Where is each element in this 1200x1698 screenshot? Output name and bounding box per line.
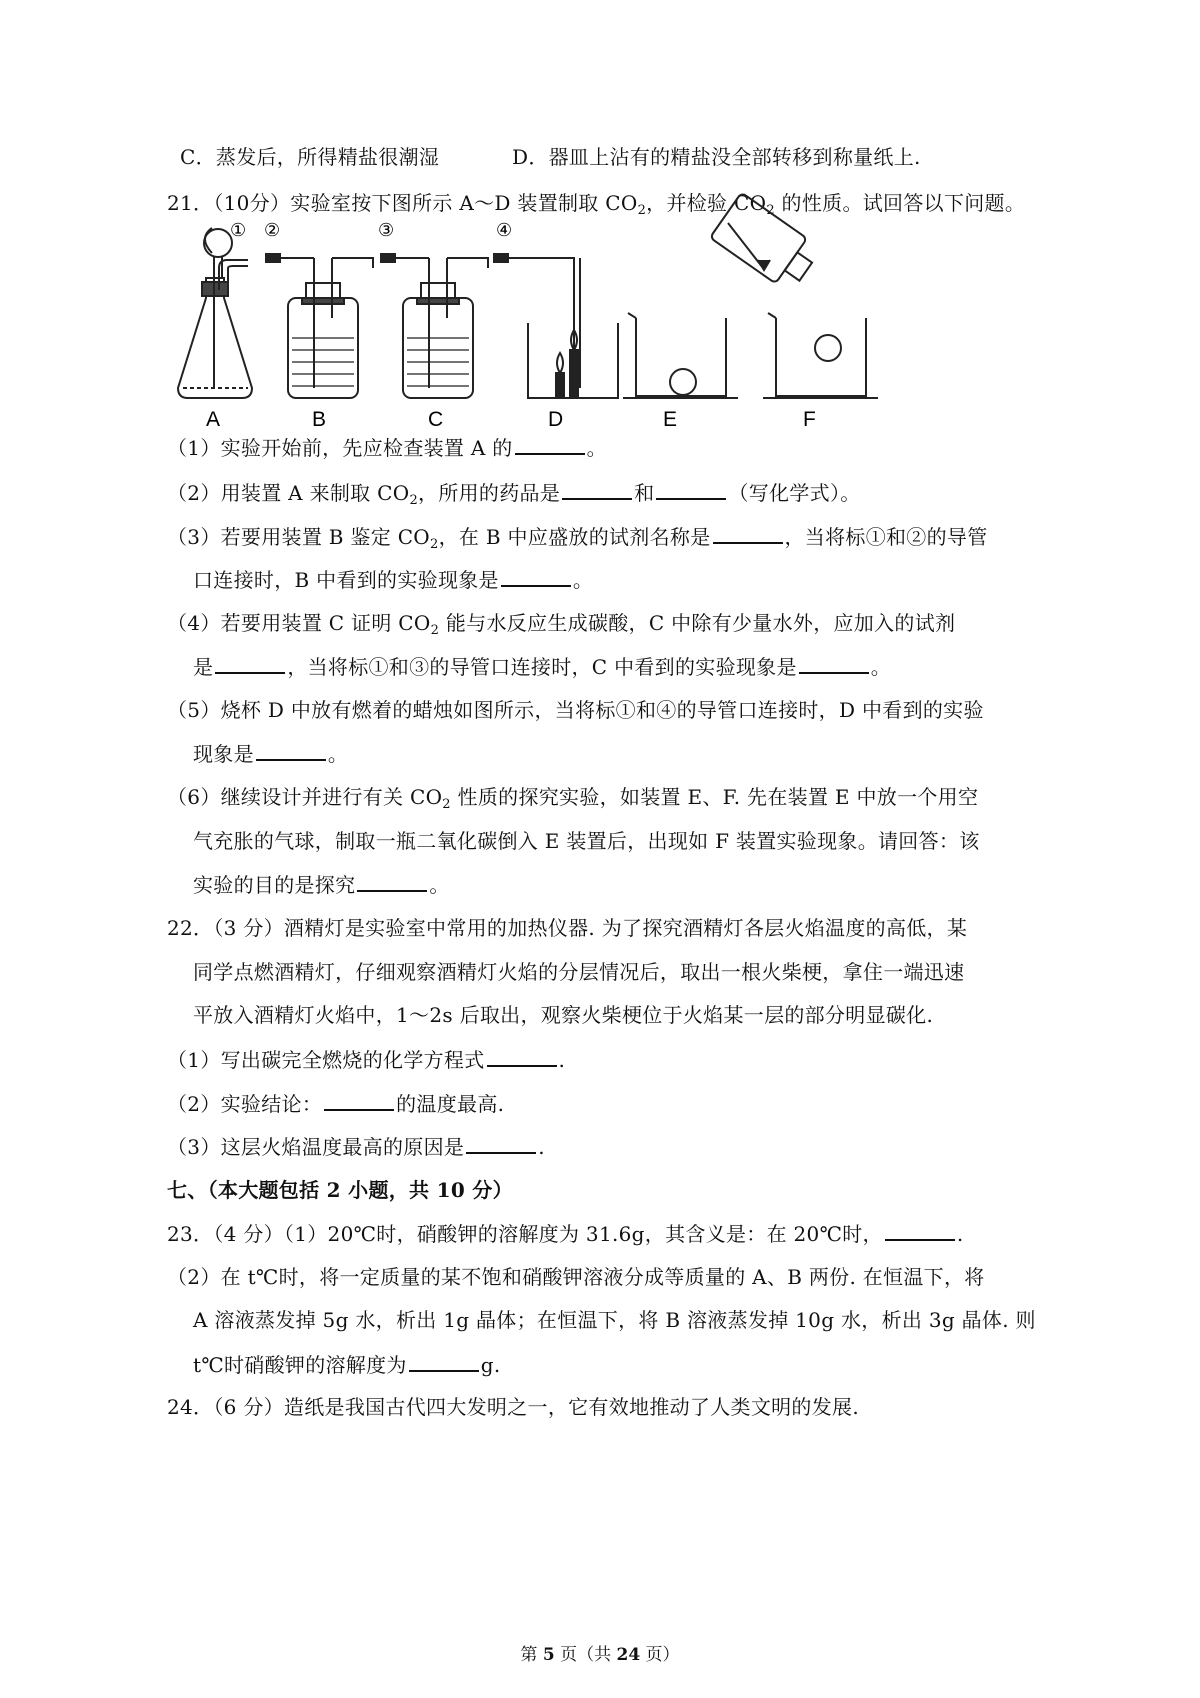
answer-blank — [409, 1350, 479, 1372]
tube-mark-4: ④ — [496, 220, 513, 241]
answer-blank — [466, 1132, 536, 1154]
option-d: D．器皿上沾有的精盐没全部转移到称量纸上. — [512, 145, 921, 169]
q22-part-2: （2）实验结论： 的温度最高. — [167, 1089, 504, 1118]
q21-part-3-cont: 口连接时，B 中看到的实验现象是 。 — [193, 565, 593, 594]
tube-mark-3: ③ — [378, 220, 395, 241]
q21-part-5-cont: 现象是 。 — [193, 739, 348, 768]
question-23-part-2: （2）在 t℃时，将一定质量的某不饱和硝酸钾溶液分成等质量的 A、B 两份. 在恒温下，将 — [167, 1265, 985, 1289]
answer-blank — [215, 652, 285, 674]
answer-blank — [487, 1045, 557, 1067]
label-d: D — [548, 408, 564, 431]
question-23-part-2-cont2: t℃时硝酸钾的溶解度为 g. — [193, 1350, 500, 1379]
answer-blank — [799, 652, 869, 674]
question-24-stem: 24．（6 分）造纸是我国古代四大发明之一，它有效地推动了人类文明的发展. — [167, 1395, 859, 1419]
answer-blank — [713, 522, 783, 544]
question-23-part-2-cont: A 溶液蒸发掉 5g 水，析出 1g 晶体；在恒温下，将 B 溶液蒸发掉 10g 水，析出 3g 晶体. 则 — [193, 1308, 1036, 1332]
q21-part-6-cont1: 气充胀的气球，制取一瓶二氧化碳倒入 E 装置后，出现如 F 装置实验现象。请回答：该 — [193, 829, 980, 853]
label-f: F — [803, 408, 816, 431]
label-b: B — [312, 408, 327, 431]
answer-blank — [501, 565, 571, 587]
answer-blank — [562, 478, 632, 500]
tube-mark-2: ② — [264, 220, 281, 241]
q21-part-6-cont2: 实验的目的是探究 。 — [193, 870, 450, 899]
q21-part-5: （5）烧杯 D 中放有燃着的蜡烛如图所示，当将标①和④的导管口连接时，D 中看到的实验 — [167, 698, 984, 722]
q21-part-4: （4）若要用装置 C 证明 $CO_2$ 能与水反应生成碳酸，C 中除有少量水外，应加入的试剂 — [167, 611, 956, 638]
option-c: C．蒸发后，所得精盐很潮湿 — [180, 145, 440, 169]
question-23-part-1: 23．（4 分）（1）20℃时，硝酸钾的溶解度为 31.6g，其含义是：在 20℃时， . — [167, 1219, 964, 1248]
apparatus-figure — [178, 220, 878, 438]
q21-part-3: （3）若要用装置 B 鉴定 $CO_2$，在 B 中应盛放的试剂名称是 ，当将标①和②的导管 — [167, 522, 988, 551]
q21-part-1: （1）实验开始前，先应检查装置 A 的 。 — [167, 433, 607, 462]
page-number: 5 — [542, 1645, 555, 1665]
q22-part-3: （3）这层火焰温度最高的原因是 . — [167, 1132, 545, 1161]
q21-part-4-cont: 是 ，当将标①和③的导管口连接时，C 中看到的实验现象是 。 — [193, 652, 891, 681]
question-21-stem: 21．（10分）实验室按下图所示 A～D 装置制取 $CO_2$，并检验 $CO_2$ 的性质。试回答以下问题。 — [167, 191, 1026, 218]
tube-mark-1: ① — [230, 220, 247, 241]
label-c: C — [428, 408, 444, 431]
q21-part-6: （6）继续设计并进行有关 $CO_2$ 性质的探究实验，如装置 E、F. 先在装置 E 中放一个用空 — [167, 785, 979, 812]
answer-blank — [885, 1219, 955, 1241]
answer-blank — [256, 739, 326, 761]
section-7-heading: 七、（本大题包括 2 小题，共 10 分） — [167, 1178, 513, 1202]
q22-part-1: （1）写出碳完全燃烧的化学方程式 . — [167, 1045, 565, 1074]
page-footer: 第 5 页（共 24 页） — [520, 1645, 680, 1665]
answer-blank — [515, 433, 585, 455]
label-a: A — [206, 408, 221, 431]
page-total: 24 — [616, 1645, 641, 1665]
question-22-stem-2: 同学点燃酒精灯，仔细观察酒精灯火焰的分层情况后，取出一根火柴梗，拿住一端迅速 — [193, 960, 965, 984]
q21-part-2: （2）用装置 A 来制取 $CO_2$，所用的药品是 和 （写化学式）。 — [167, 478, 861, 507]
answer-blank — [656, 478, 726, 500]
question-22-stem-3: 平放入酒精灯火焰中，1～2s 后取出，观察火柴梗位于火焰某一层的部分明显碳化. — [193, 1003, 934, 1027]
answer-blank — [324, 1089, 394, 1111]
question-22-stem: 22．（3 分）酒精灯是实验室中常用的加热仪器. 为了探究酒精灯各层火焰温度的高低，某 — [167, 916, 968, 940]
answer-blank — [357, 870, 427, 892]
label-e: E — [663, 408, 678, 431]
